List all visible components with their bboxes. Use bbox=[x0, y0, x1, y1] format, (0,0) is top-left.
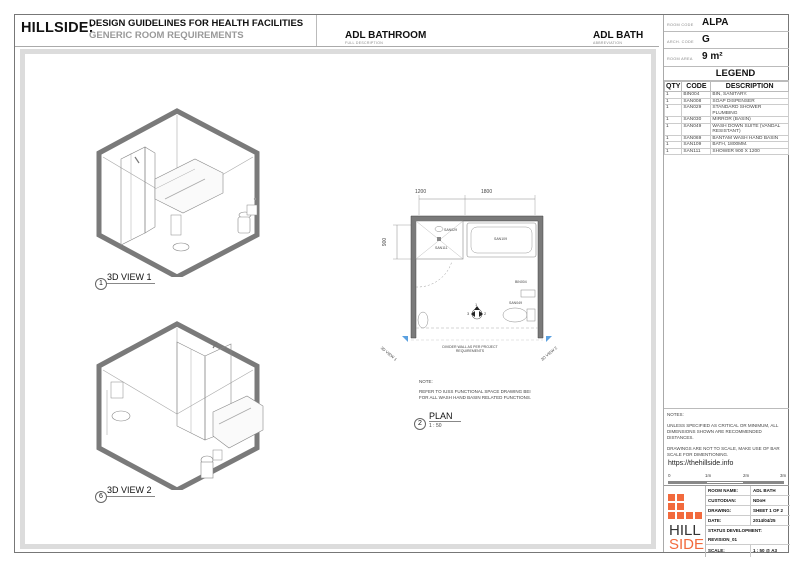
scale-tick: 2m bbox=[743, 473, 750, 478]
code-cell: SAN111 bbox=[682, 148, 711, 155]
field-value: 2014/04/25 bbox=[750, 516, 776, 525]
title-block bbox=[664, 485, 789, 553]
notes-line: UNLESS SPECIFIED AS CRITICAL OR MINIMUM, ALL DIMENSIONS SHOWN ARE RECOMMENDED DISTANCES. bbox=[667, 423, 779, 440]
room-code-value: ALPA bbox=[702, 17, 729, 28]
drawing-sheet bbox=[14, 14, 789, 553]
status-row bbox=[706, 526, 790, 535]
hillside-logo bbox=[666, 492, 706, 550]
field-value: 1 : 50 @ A3 bbox=[750, 545, 777, 557]
logo-text: HILL bbox=[669, 522, 701, 539]
website-link[interactable]: https://thehillside.info bbox=[668, 460, 734, 467]
field-value: REVISION_01 bbox=[708, 537, 738, 542]
notes-section bbox=[664, 408, 789, 478]
view-number-badge: 6 bbox=[95, 491, 107, 503]
legend-table bbox=[664, 81, 789, 155]
view-marker-label: 3D VIEW 1 bbox=[379, 345, 399, 362]
legend-header-row bbox=[665, 82, 789, 92]
description-cell: SHOWER 900 X 1200 bbox=[711, 148, 789, 155]
full-description: ADL BATHROOM bbox=[345, 30, 427, 41]
qty-cell: 1 bbox=[665, 148, 682, 155]
dimension-label: 1800 bbox=[481, 189, 493, 195]
legend-title: LEGEND bbox=[664, 67, 789, 81]
description-cell: WASH DOWN SUITE (VANDAL RESISTANT) bbox=[711, 123, 789, 135]
description-cell: STANDARD SHOWER PLUMBING bbox=[711, 105, 789, 117]
fixture-tag: SAN029 bbox=[444, 228, 458, 232]
code-cell: SAN029 bbox=[682, 105, 711, 117]
compass-east: 2 bbox=[484, 311, 487, 316]
abbreviation-caption: ABBREVIATION bbox=[593, 41, 623, 45]
table-row bbox=[665, 135, 789, 142]
table-row bbox=[665, 148, 789, 155]
fixture-tag: SAN109 bbox=[494, 237, 508, 241]
scale-tick: 0 bbox=[668, 473, 671, 478]
field-value: NDoH bbox=[750, 496, 766, 505]
3d-view-1-drawing bbox=[95, 107, 270, 277]
qty-cell: 1 bbox=[665, 105, 682, 117]
full-description-caption: FULL DESCRIPTION bbox=[345, 41, 384, 45]
view-scale: 1 : 50 bbox=[429, 423, 442, 429]
arch-code-field bbox=[664, 32, 789, 49]
code-cell: SAN008 bbox=[682, 98, 711, 105]
fixture-tag: SAN049 bbox=[509, 301, 523, 305]
view-title: PLAN bbox=[429, 411, 453, 421]
status-value-row bbox=[706, 535, 790, 545]
field-label: STATUS DEVELOPMENT: bbox=[708, 528, 762, 533]
title-underline bbox=[107, 496, 155, 497]
field-label: DRAWING: bbox=[708, 508, 732, 513]
qty-cell: 1 bbox=[665, 98, 682, 105]
scale-tick: 3m bbox=[780, 473, 787, 478]
divider-note bbox=[435, 345, 505, 353]
description-cell: SOAP DISPENSER bbox=[711, 98, 789, 105]
logo-text: SIDE bbox=[669, 536, 705, 550]
fixture-tag: BIN004 bbox=[515, 280, 527, 284]
qty-cell: 1 bbox=[665, 117, 682, 124]
scale-segment bbox=[668, 481, 706, 484]
field-label: DATE: bbox=[708, 518, 722, 523]
code-cell: SAN109 bbox=[682, 142, 711, 149]
description-cell: BIN, SANITARY. bbox=[711, 92, 789, 99]
document-subtitle: GENERIC ROOM REQUIREMENTS bbox=[89, 30, 244, 41]
dimension-label: 900 bbox=[382, 237, 389, 247]
qty-cell: 1 bbox=[665, 92, 682, 99]
column-header: QTY bbox=[666, 83, 681, 90]
floor-plan-drawing bbox=[375, 185, 575, 355]
document-title: DESIGN GUIDELINES FOR HEALTH FACILITIES bbox=[89, 18, 304, 29]
plan-note-title: NOTE: bbox=[419, 379, 433, 384]
code-cell: SAN069 bbox=[682, 135, 711, 142]
view-title: 3D VIEW 2 bbox=[107, 485, 152, 495]
fixture-tag: SAN111 bbox=[435, 246, 448, 250]
arch-code-value: G bbox=[702, 34, 710, 45]
field-value: ADL BATH bbox=[750, 486, 776, 495]
plan-note-line: REFER TO IUSS FUNCTIONAL SPACE DRAWING BEI bbox=[419, 389, 531, 394]
scale-tick: 1m bbox=[705, 473, 712, 478]
sheet-header bbox=[15, 15, 659, 47]
plan-note-line: FOR ALL WASH HAND BASIN RELATED FUNCTIONS. bbox=[419, 395, 532, 400]
dimension-label: 1200 bbox=[415, 189, 427, 195]
divider-note-line: REQUIREMENTS bbox=[455, 349, 485, 353]
column-header: CODE bbox=[682, 82, 711, 92]
scale-segment bbox=[706, 481, 744, 484]
title-row bbox=[706, 506, 790, 516]
title-row bbox=[706, 496, 790, 506]
room-area-field bbox=[664, 49, 789, 67]
view-marker-label: 3D VIEW 2 bbox=[539, 345, 559, 362]
compass-west: 3 bbox=[467, 311, 470, 316]
abbreviation: ADL BATH bbox=[593, 30, 644, 41]
qty-cell: 1 bbox=[665, 142, 682, 149]
divider-note-line: DIVIDER WALL AS PER PROJECT bbox=[442, 345, 498, 349]
3d-view-2-drawing bbox=[95, 320, 270, 490]
info-panel bbox=[663, 15, 789, 552]
field-label: CUSTODIAN: bbox=[708, 498, 737, 503]
field-label: SCALE: bbox=[708, 548, 725, 553]
view-title: 3D VIEW 1 bbox=[107, 272, 152, 282]
description-cell: MIRROR (BASIN) bbox=[711, 117, 789, 124]
room-code-label: ROOM CODE bbox=[667, 23, 694, 27]
field-label: ROOM NAME: bbox=[708, 488, 738, 493]
code-cell: SAN049 bbox=[682, 123, 711, 135]
title-row bbox=[706, 486, 790, 496]
divider bbox=[316, 15, 317, 46]
room-area-label: ROOM AREA bbox=[667, 57, 693, 61]
qty-cell: 1 bbox=[665, 123, 682, 135]
arch-code-label: ARCH. CODE bbox=[667, 40, 694, 44]
notes-line: DRAWINGS ARE NOT TO SCALE, MAKE USE OF BAR SCALE FOR DIMENTIONING. bbox=[667, 446, 780, 457]
table-row bbox=[665, 123, 789, 135]
title-block-grid bbox=[705, 486, 790, 557]
code-cell: SAN030 bbox=[682, 117, 711, 124]
description-cell: BATH, 1800MM. bbox=[711, 142, 789, 149]
table-row bbox=[665, 105, 789, 117]
description-cell: BANTAM WASH HAND BASIN bbox=[711, 135, 789, 142]
brand-name: HILLSIDE: bbox=[21, 20, 94, 36]
scale-segment bbox=[744, 481, 784, 484]
view-number-badge: 1 bbox=[95, 278, 107, 290]
scale-row bbox=[706, 545, 790, 557]
title-row bbox=[706, 516, 790, 526]
view-number-badge: 2 bbox=[414, 418, 426, 430]
field-value: SHEET 1 OF 2 bbox=[750, 506, 783, 515]
compass-north: 1 bbox=[475, 302, 478, 307]
column-header: DESCRIPTION bbox=[711, 82, 789, 92]
qty-cell: 1 bbox=[665, 135, 682, 142]
room-code-field bbox=[664, 15, 789, 32]
notes-title: NOTES: bbox=[667, 412, 684, 417]
title-underline bbox=[429, 421, 461, 422]
code-cell: BIN004 bbox=[682, 92, 711, 99]
title-underline bbox=[107, 283, 155, 284]
room-area-value: 9 m² bbox=[702, 51, 723, 62]
